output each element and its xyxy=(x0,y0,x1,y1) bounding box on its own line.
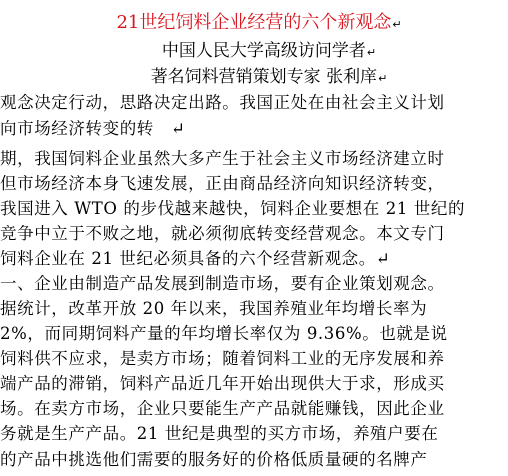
body-line: 我国进入 WTO 的步伐越来越快，饲料企业要想在 21 世纪的 xyxy=(0,199,466,218)
body-line: 饲料企业在 21 世纪必须具备的六个经营新观念。↵ xyxy=(0,249,391,268)
body-line: 期，我国饲料企业虽然大多产生于社会主义市场经济建立时 xyxy=(0,149,445,168)
body-line: 场。在卖方市场，企业只要能生产产品就能赚钱，因此企业 xyxy=(0,399,445,418)
body-line: 竞争中立于不败之地，就必须彻底转变经营观念。本文专门 xyxy=(0,224,445,243)
author-affiliation-text: 中国人民大学高级访问学者 xyxy=(161,41,366,61)
paragraph-mark-icon: ↵ xyxy=(392,18,402,31)
body-line: 务就是生产产品。21 世纪是典型的买方市场，养殖户要在 xyxy=(0,424,439,443)
body-line: 但市场经济本身飞速发展，正由商品经济向知识经济转变， xyxy=(0,174,445,193)
author-name-text: 著名饲料营销策划专家 张利庠 xyxy=(150,67,378,87)
body-line: 2%，而同期饲料产量的年均增长率仅为 9.36%。也就是说 xyxy=(0,324,448,343)
author-name xyxy=(0,66,508,90)
document-title-text: 21世纪饲料企业经营的六个新观念 xyxy=(116,12,392,33)
paragraph-mark-icon: ↵ xyxy=(366,46,377,59)
document-title xyxy=(0,12,508,36)
body-line: 据统计，改革开放 20 年以来，我国养殖业年均增长率为 xyxy=(0,299,428,318)
author-affiliation xyxy=(0,40,508,64)
body-line: 向市场经济转变的转 ↵ xyxy=(0,119,186,138)
body-line: 观念决定行动，思路决定出路。我国正处在由社会主义计划 xyxy=(0,93,445,112)
section-heading: 一、企业由制造产品发展到制造市场，要有企业策划观念。 xyxy=(0,274,445,293)
body-line: 端产品的滞销，饲料产品近几年开始出现供大于求，形成买 xyxy=(0,374,445,393)
body-line: 饲料供不应求，是卖方市场；随着饲料工业的无序发展和养 xyxy=(0,349,445,368)
paragraph-mark-icon: ↵ xyxy=(378,72,388,85)
body-line: 的产品中挑选他们需要的服务好的价格低质量硬的名牌产 xyxy=(0,450,428,469)
